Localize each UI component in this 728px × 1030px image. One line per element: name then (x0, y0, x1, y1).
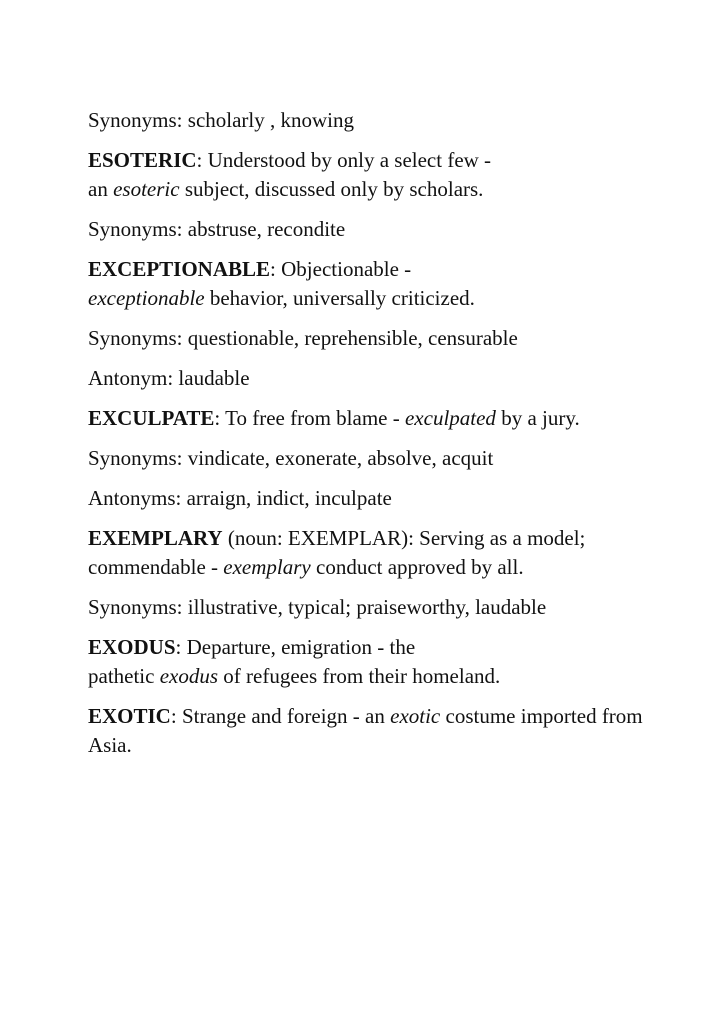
definition-text: costume imported from Asia. (88, 704, 643, 757)
synonyms-line: Synonyms: abstruse, recondite (88, 217, 346, 241)
term-exceptionable: EXCEPTIONABLE (88, 257, 271, 281)
definition-exculpate (88, 404, 688, 433)
example-word: exemplary (223, 555, 311, 579)
definition-exodus (88, 633, 688, 691)
antonyms-line: Antonym: laudable (88, 366, 250, 390)
example-word: exotic (390, 704, 441, 728)
synonyms-line: Synonyms: scholarly , knowing (88, 108, 354, 132)
term-exculpate: EXCULPATE (88, 406, 215, 430)
definition-text: subject, discussed only by scholars. (179, 177, 484, 201)
synonyms-line: Synonyms: vindicate, exonerate, absolve, acquit (88, 446, 494, 470)
definition-text: : Objectionable - (270, 257, 412, 281)
example-word: exodus (159, 664, 219, 688)
definition-text: by a jury. (495, 406, 580, 430)
antonyms-line: Antonyms: arraign, indict, inculpate (88, 486, 392, 510)
example-word: exculpated (404, 406, 496, 430)
definition-text: : Departure, emigration - the (175, 635, 416, 659)
example-word: exceptionable (88, 286, 205, 310)
term-exemplary: EXEMPLARY (88, 526, 223, 550)
definition-exemplary (88, 524, 688, 582)
term-esoteric: ESOTERIC (88, 148, 197, 172)
definition-text: : Understood by only a select few - (196, 148, 492, 172)
synonyms-line: Synonyms: questionable, reprehensible, censurable (88, 326, 518, 350)
synonyms-line: Synonyms: illustrative, typical; praiseworthy, laudable (88, 595, 547, 619)
definition-text: : To free from blame - (214, 406, 405, 430)
example-word: esoteric (113, 177, 180, 201)
document-page (88, 106, 688, 771)
term-exotic: EXOTIC (88, 704, 171, 728)
definition-text: conduct approved by all. (310, 555, 524, 579)
definition-esoteric (88, 146, 688, 204)
definition-text: of refugees from their homeland. (218, 664, 501, 688)
definition-text: an (88, 177, 114, 201)
definition-exceptionable (88, 255, 688, 313)
term-exodus: EXODUS (88, 635, 176, 659)
definition-text: pathetic (88, 664, 160, 688)
definition-exotic (88, 702, 688, 760)
definition-text: (noun: EXEMPLAR): Serving as a model; commendable - (88, 526, 586, 579)
definition-text: behavior, universally criticized. (204, 286, 475, 310)
definition-text: : Strange and foreign - an (170, 704, 391, 728)
